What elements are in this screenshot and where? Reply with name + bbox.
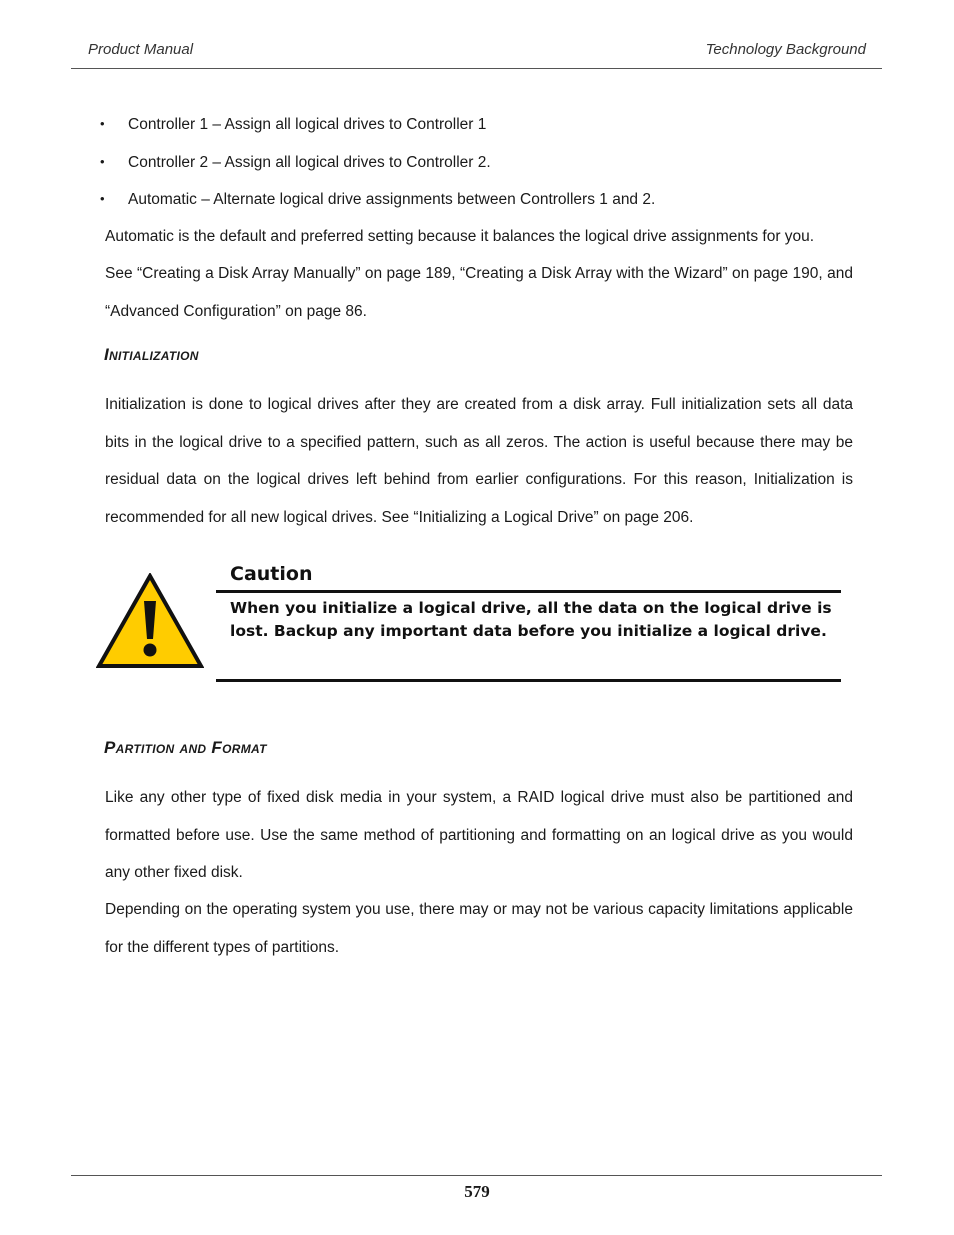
paragraph-initialization — [91, 386, 853, 536]
page-number: 579 — [464, 1182, 490, 1201]
header-title-left: Product Manual — [88, 41, 194, 58]
paragraph-partition-1 — [91, 779, 853, 892]
caution-bottom-rule — [216, 679, 841, 682]
section-heading-initialization: Initialization — [104, 345, 199, 364]
list-item-text: Automatic – Alternate logical drive assignments between Controllers 1 and 2. — [128, 191, 656, 208]
caution-body: When you initialize a logical drive, all the data on the logical drive is lost. Backup any important data before you initialize a logical drive. — [230, 599, 832, 640]
paragraph-text: Like any other type of fixed disk media in your system, a RAID logical drive must also be partitioned and formatted before use. Use the same method of partitioning and formatting on an logical drive as you would any other fixed disk. — [105, 789, 853, 881]
warning-triangle-icon — [96, 573, 204, 669]
header-title-right: Technology Background — [705, 41, 866, 58]
caution-top-rule — [216, 590, 841, 593]
paragraph-partition-2 — [91, 891, 853, 966]
paragraph-text: See “Creating a Disk Array Manually” on page 189, “Creating a Disk Array with the Wizard” on page 190, and “Advanced Configuration” on page 86. — [105, 265, 853, 320]
footer-rule — [71, 1175, 882, 1176]
paragraph-see-also — [91, 255, 853, 330]
page-header — [71, 38, 882, 69]
bullet-marker: • — [100, 191, 105, 206]
caution-title: Caution — [230, 563, 313, 585]
paragraph-automatic — [91, 218, 853, 256]
list-item-text: Controller 1 – Assign all logical drives to Controller 1 — [128, 116, 487, 133]
paragraph-text: Initialization is done to logical drives after they are created from a disk array. Full initialization sets all data bits in the logical drive to a specified pattern, such as all zeros. The action is useful because there may be residual data on the logical drives left behind from earlier configurations. For this reason, Initialization is recommended for all new logical drives. See “Initializing a Logical Drive” on page 206. — [105, 396, 853, 526]
section-heading-partition: Partition and Format — [104, 738, 267, 757]
bullet-marker: • — [100, 116, 105, 131]
list-item-text: Controller 2 – Assign all logical drives to Controller 2. — [128, 154, 491, 171]
bullet-marker: • — [100, 154, 105, 169]
paragraph-text: Depending on the operating system you use, there may or may not be various capacity limitations applicable for the different types of partitions. — [105, 901, 853, 956]
paragraph-text: Automatic is the default and preferred setting because it balances the logical drive assignments for you. — [105, 228, 815, 245]
